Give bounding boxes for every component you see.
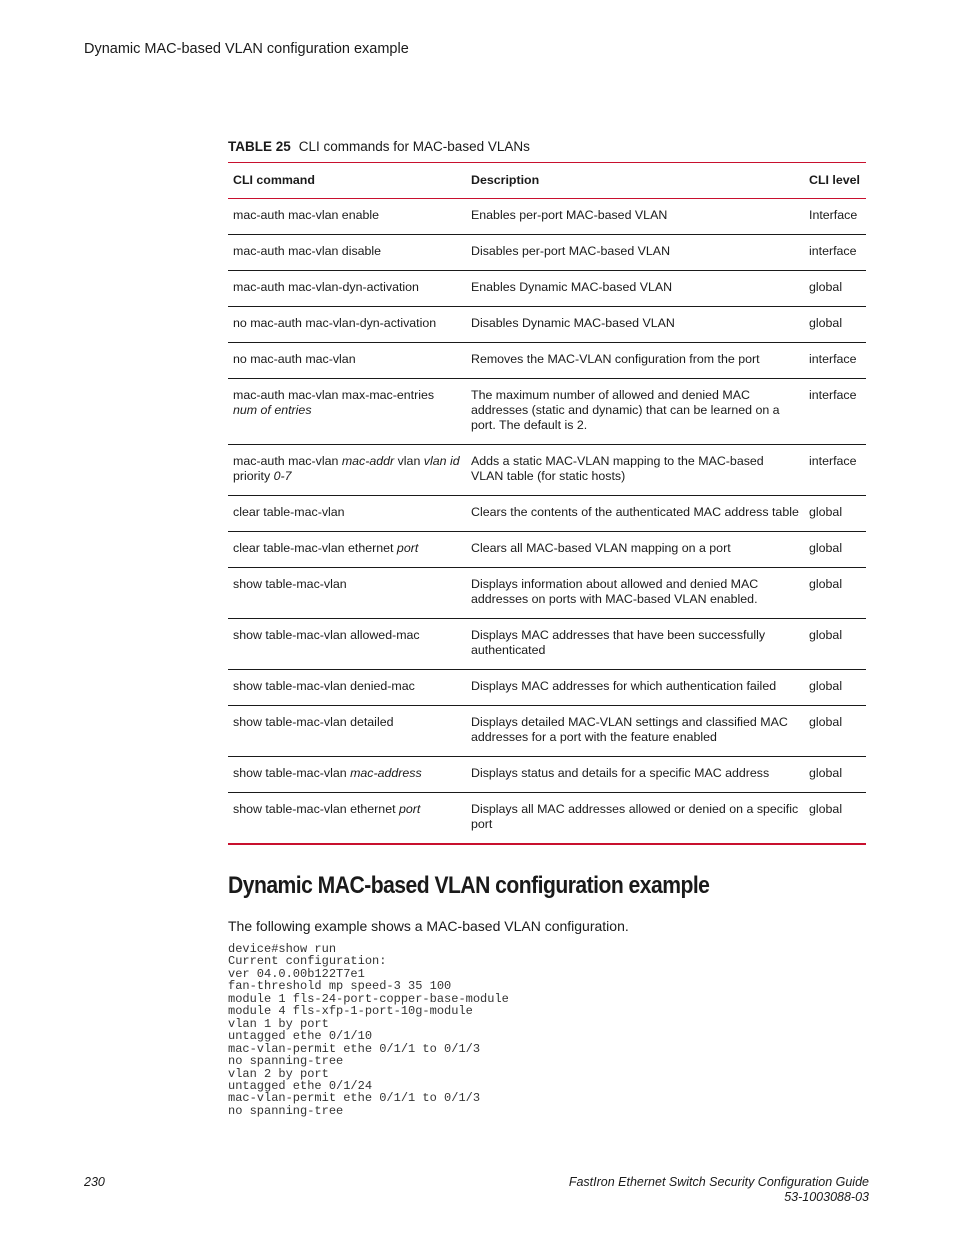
code-line: ver 04.0.00b122T7e1 <box>228 966 365 981</box>
table-caption <box>228 139 530 154</box>
cell-cli-command <box>228 793 466 845</box>
column-header-cli-command: CLI command <box>228 163 466 199</box>
cell-cli-command <box>228 496 466 532</box>
command-text: no mac-auth mac-vlan-dyn-activation <box>233 316 437 330</box>
cell-cli-level: global <box>804 307 866 343</box>
cell-description: Clears the contents of the authenticated MAC address table <box>466 496 804 532</box>
command-text: clear table-mac-vlan <box>233 505 345 519</box>
code-line: module 1 fls-24-port-copper-base-module <box>228 991 509 1006</box>
guide-title: FastIron Ethernet Switch Security Configuration Guide <box>568 1175 869 1189</box>
cell-cli-level: interface <box>804 343 866 379</box>
command-argument: vlan id <box>423 454 460 468</box>
table-row <box>228 757 866 793</box>
column-header-cli-level: CLI level <box>804 163 866 199</box>
table-row <box>228 568 866 619</box>
command-text: show table-mac-vlan <box>233 577 347 591</box>
cell-cli-level: global <box>804 496 866 532</box>
cell-cli-command <box>228 235 466 271</box>
cell-cli-level: Interface <box>804 199 866 235</box>
cell-description: Displays information about allowed and denied MAC addresses on ports with MAC-based VLAN enabled. <box>466 568 804 619</box>
table-header-row <box>228 163 866 199</box>
cell-description: Removes the MAC-VLAN configuration from the port <box>466 343 804 379</box>
table-row <box>228 619 866 670</box>
command-text: priority <box>233 469 274 483</box>
table-row <box>228 379 866 445</box>
table-label: TABLE 25 <box>228 139 291 154</box>
cli-commands-table <box>228 162 866 845</box>
cell-description: Displays MAC addresses that have been successfully authenticated <box>466 619 804 670</box>
table-row <box>228 532 866 568</box>
footer-doc-info <box>569 1175 869 1205</box>
table-row <box>228 235 866 271</box>
table-row <box>228 706 866 757</box>
command-text: mac-auth mac-vlan enable <box>233 208 380 222</box>
cell-cli-command <box>228 307 466 343</box>
cell-cli-command <box>228 757 466 793</box>
command-text: clear table-mac-vlan ethernet <box>233 541 397 555</box>
code-line: device#show run <box>228 942 337 956</box>
command-text: no mac-auth mac-vlan <box>233 352 356 366</box>
command-argument: mac-addr <box>341 454 395 468</box>
table-row <box>228 271 866 307</box>
doc-number: 53-1003088-03 <box>784 1190 869 1204</box>
code-line: vlan 1 by port <box>228 1016 329 1031</box>
section-title: Dynamic MAC-based VLAN configuration example <box>228 872 710 899</box>
cell-cli-level: global <box>804 271 866 307</box>
table-row <box>228 496 866 532</box>
command-text: mac-auth mac-vlan-dyn-activation <box>233 280 419 294</box>
code-line: Current configuration: <box>228 954 387 969</box>
running-header: Dynamic MAC-based VLAN configuration example <box>84 41 409 57</box>
cell-cli-command <box>228 532 466 568</box>
command-argument: port <box>398 802 421 816</box>
cell-cli-command <box>228 379 466 445</box>
command-text: vlan <box>394 454 424 468</box>
cell-cli-level: global <box>804 670 866 706</box>
cell-description: Clears all MAC-based VLAN mapping on a port <box>466 532 804 568</box>
intro-paragraph: The following example shows a MAC-based VLAN configuration. <box>228 918 629 934</box>
command-argument: port <box>396 541 419 555</box>
cell-description: Enables Dynamic MAC-based VLAN <box>466 271 804 307</box>
table-row <box>228 199 866 235</box>
table-row <box>228 445 866 496</box>
cell-description: Displays all MAC addresses allowed or denied on a specific port <box>466 793 804 845</box>
code-line: module 4 fls-xfp-1-port-10g-module <box>228 1004 473 1019</box>
table-body <box>228 199 866 845</box>
command-argument: 0-7 <box>273 469 292 483</box>
cell-cli-level: global <box>804 619 866 670</box>
table-row <box>228 307 866 343</box>
code-line: mac-vlan-permit ethe 0/1/1 to 0/1/3 <box>228 1041 481 1056</box>
page-number: 230 <box>84 1175 105 1189</box>
command-text: show table-mac-vlan allowed-mac <box>233 628 420 642</box>
table-row <box>228 670 866 706</box>
cell-cli-command <box>228 670 466 706</box>
command-text: mac-auth mac-vlan <box>233 454 342 468</box>
cell-cli-level: global <box>804 706 866 757</box>
cell-cli-command <box>228 445 466 496</box>
code-line: vlan 2 by port <box>228 1066 329 1081</box>
code-line: no spanning-tree <box>228 1103 344 1118</box>
code-line: no spanning-tree <box>228 1054 344 1069</box>
cell-description: The maximum number of allowed and denied MAC addresses (static and dynamic) that can be learned on a port. The default is 2. <box>466 379 804 445</box>
table-row <box>228 343 866 379</box>
cell-description: Displays MAC addresses for which authentication failed <box>466 670 804 706</box>
command-text: show table-mac-vlan denied-mac <box>233 679 415 693</box>
command-text: show table-mac-vlan detailed <box>233 715 394 729</box>
cell-description: Adds a static MAC-VLAN mapping to the MAC-based VLAN table (for static hosts) <box>466 445 804 496</box>
cell-cli-level: global <box>804 532 866 568</box>
cell-description: Displays detailed MAC-VLAN settings and classified MAC addresses for a port with the feature enabled <box>466 706 804 757</box>
command-argument: num of entries <box>233 403 312 417</box>
cell-cli-level: global <box>804 793 866 845</box>
cell-cli-command <box>228 619 466 670</box>
cell-description: Disables per-port MAC-based VLAN <box>466 235 804 271</box>
cell-cli-level: global <box>804 568 866 619</box>
code-block <box>228 943 509 1117</box>
cell-cli-level: interface <box>804 235 866 271</box>
code-line: mac-vlan-permit ethe 0/1/1 to 0/1/3 <box>228 1091 481 1106</box>
column-header-description: Description <box>466 163 804 199</box>
command-argument: mac-address <box>350 766 422 780</box>
command-text: mac-auth mac-vlan disable <box>233 244 382 258</box>
code-line: untagged ethe 0/1/24 <box>228 1078 373 1093</box>
code-line: untagged ethe 0/1/10 <box>228 1029 373 1044</box>
cell-cli-command <box>228 343 466 379</box>
cell-cli-command <box>228 706 466 757</box>
code-line: fan-threshold mp speed-3 35 100 <box>228 979 452 994</box>
table-row <box>228 793 866 845</box>
command-text: show table-mac-vlan ethernet <box>233 802 399 816</box>
cell-cli-level: interface <box>804 379 866 445</box>
cell-description: Disables Dynamic MAC-based VLAN <box>466 307 804 343</box>
cell-cli-command <box>228 199 466 235</box>
cell-cli-command <box>228 271 466 307</box>
table-caption-text: CLI commands for MAC-based VLANs <box>298 139 530 154</box>
cell-description: Enables per-port MAC-based VLAN <box>466 199 804 235</box>
cell-cli-level: global <box>804 757 866 793</box>
command-text: show table-mac-vlan <box>233 766 351 780</box>
cell-cli-command <box>228 568 466 619</box>
cell-cli-level: interface <box>804 445 866 496</box>
cell-description: Displays status and details for a specific MAC address <box>466 757 804 793</box>
command-text: mac-auth mac-vlan max-mac-entries <box>233 388 435 402</box>
